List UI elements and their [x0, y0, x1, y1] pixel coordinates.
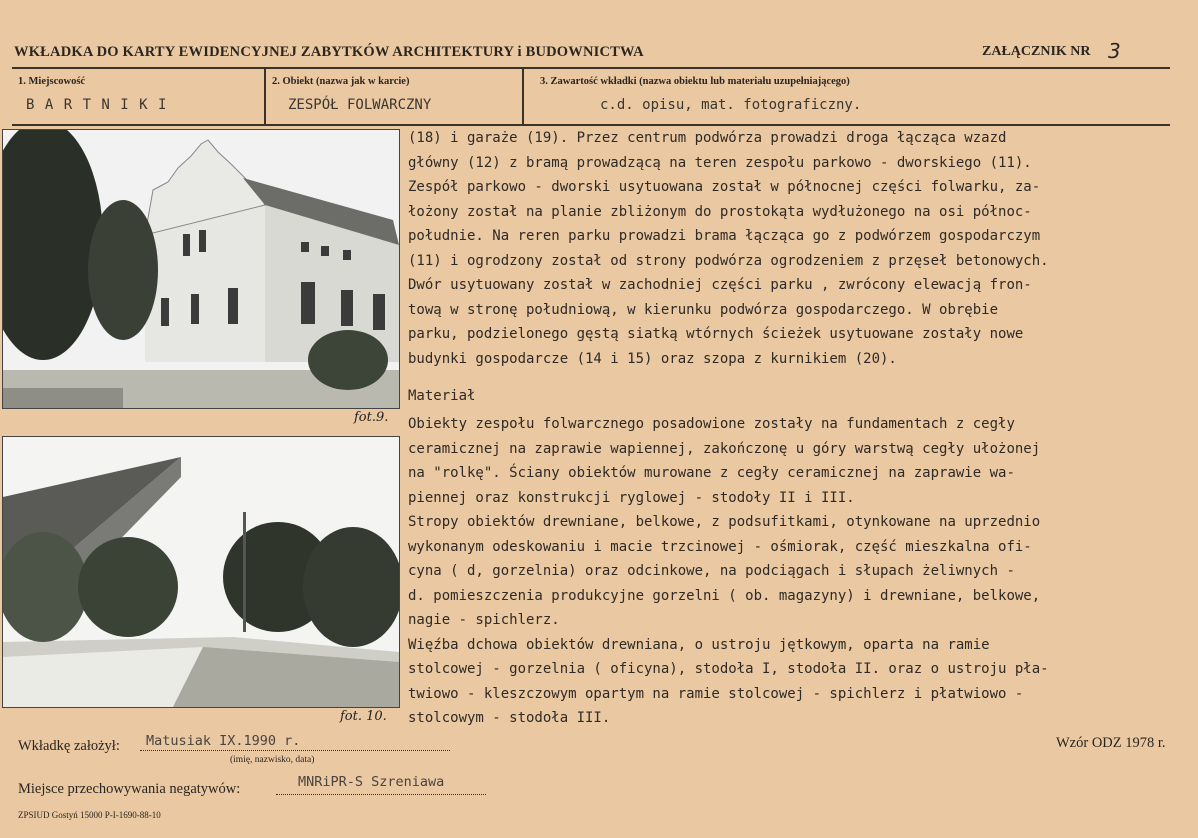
description-line: Dwór usytuowany został w zachodniej części parku , zwrócony elewacją fron- — [408, 277, 1032, 293]
photo-manor-house — [2, 129, 400, 409]
material-line: Więźba dchowa obiektów drewniana, o ustroju jętkowym, oparta na ramie — [408, 636, 990, 653]
photo1-caption: fot.9. — [354, 410, 389, 425]
material-line: stolcowym - stodoła III. — [408, 710, 611, 726]
description-line: Zespół parkowo - dworski usytuowana został w północnej części folwarku, za- — [408, 179, 1041, 195]
founder-value: Matusiak IX.1990 r. — [146, 733, 301, 749]
description-line: parku, podzielonego gęstą siatką wtórnych ścieżek usytuowane zostały nowe — [408, 326, 1024, 342]
material-line: wykonanym odeskowaniu i macie trzcinowej - ośmiorak, część mieszkalna ofi- — [408, 538, 1032, 555]
locality-value: B A R T N I K I — [26, 97, 168, 113]
description-text — [408, 126, 1184, 371]
material-line: na "rolkę". Ściany obiektów murowane z cegły ceramicznej na zaprawie wa- — [408, 465, 1015, 481]
description-line: główny (12) z bramą prowadzącą na teren zespołu parkowo - dworskiego (11). — [408, 154, 1032, 171]
header-rule — [12, 67, 1170, 69]
material-line: stolcowej - gorzelnia ( oficyna), stodoła I, stodoła II. oraz o ustroju pła- — [408, 661, 1049, 677]
object-label: 2. Obiekt (nazwa jak w karcie) — [272, 76, 410, 87]
description-line: budynki gospodarcze (14 i 15) oraz szopa z kurnikiem (20). — [408, 350, 897, 367]
content-label: 3. Zawartość wkładki (nazwa obiektu lub materiału uzupełniającego) — [540, 76, 850, 87]
negatives-dotline — [276, 794, 486, 795]
object-value: ZESPÓŁ FOLWARCZNY — [288, 97, 432, 113]
material-line: cyna ( d, gorzelnia) oraz odcinkowe, na podciągach i słupach żeliwnych - — [408, 563, 1015, 579]
founder-label: Wkładkę założył: — [18, 738, 120, 754]
description-line: (18) i garaże (19). Przez centrum podwórza prowadzi droga łącząca wzazd — [408, 130, 1007, 146]
material-line: Obiekty zespołu folwarcznego posadowione zostały na fundamentach z cegły — [408, 416, 1015, 432]
locality-label: 1. Miejscowość — [18, 76, 86, 87]
photo-farm-buildings — [2, 436, 400, 708]
content-value: c.d. opisu, mat. fotograficzny. — [600, 97, 862, 113]
description-line: (11) i ogrodzony został od strony podwórza ogrodzeniem z przęseł betonowych. — [408, 252, 1049, 269]
material-line: Stropy obiektów drewniane, belkowe, z podsufitkami, otynkowane na uprzednio — [408, 514, 1041, 530]
material-line: twiowo - kleszczowym opartym na ramie stolcowej - spichlerz i płatwiowo - — [408, 685, 1024, 702]
description-line: łożony został na planie zbliżonym do prostokąta wydłużonego na osi północ- — [408, 203, 1032, 220]
material-line: ceramicznej na zaprawie wapiennej, zakończonę u góry warstwą cegły ułożonej — [408, 440, 1041, 457]
material-heading: Materiał — [408, 388, 476, 404]
description-line: tową w stronę południową, w kierunku podwórza gospodarczego. W obrębie — [408, 301, 999, 318]
negatives-value: MNRiPR-S Szreniawa — [298, 774, 445, 790]
founder-dotline — [140, 750, 450, 751]
material-text — [408, 412, 1184, 731]
material-line: d. pomieszczenia produkcyjne gorzelni ( ob. magazyny) i drewniane, belkowe, — [408, 587, 1041, 604]
card-title: WKŁADKA DO KARTY EWIDENCYJNEJ ZABYTKÓW ARCHITEKTURY i BUDOWNICTWA — [14, 44, 644, 60]
field-divider-2 — [522, 67, 524, 125]
form-version: Wzór ODZ 1978 r. — [1056, 735, 1166, 751]
attachment-label: ZAŁĄCZNIK NR — [982, 44, 1091, 59]
photo2-caption: fot. 10. — [340, 709, 387, 724]
field-divider-1 — [264, 67, 266, 125]
material-line: piennej oraz konstrukcji ryglowej - stodoły II i III. — [408, 489, 855, 506]
print-info: ZPSIUD Gostyń 15000 P-I-1690-88-10 — [18, 810, 161, 820]
founder-hint: (imię, nazwisko, data) — [230, 755, 315, 765]
negatives-label: Miejsce przechowywania negatywów: — [18, 781, 241, 797]
attachment-number: 3 — [1108, 39, 1121, 63]
material-line: nagie - spichlerz. — [408, 612, 560, 628]
description-line: południe. Na reren parku prowadzi brama łącząca go z podwórzem gospodarczym — [408, 228, 1041, 244]
